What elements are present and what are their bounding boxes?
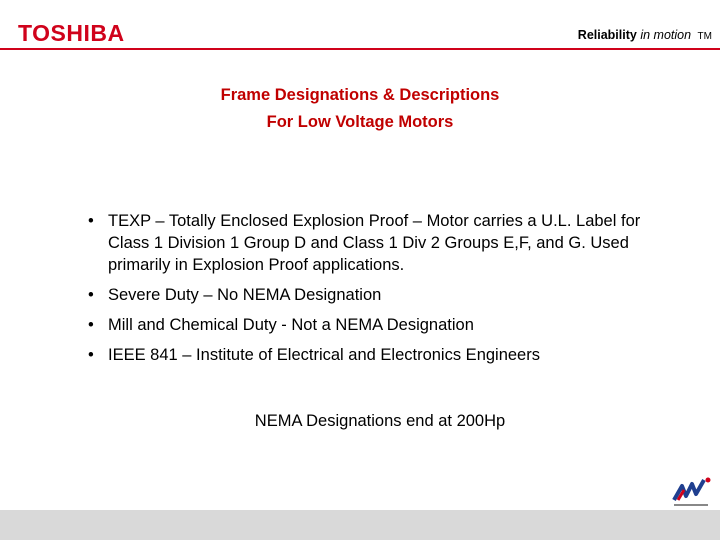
- tagline-italic: in motion: [640, 28, 692, 42]
- footer-bar: [0, 510, 720, 540]
- mm-logo-icon: [668, 474, 714, 510]
- slide-title-line1: Frame Designations & Descriptions: [220, 86, 500, 104]
- bullet-item: [88, 210, 668, 276]
- tagline: [578, 28, 712, 42]
- bullet-text: Severe Duty – No NEMA Designation: [108, 286, 382, 304]
- toshiba-logo: TOSHIBA: [18, 20, 125, 46]
- bullet-text: Mill and Chemical Duty - Not a NEMA Designation: [108, 316, 474, 334]
- bullet-item: [88, 284, 668, 306]
- bullet-text: IEEE 841 – Institute of Electrical and Electronics Engineers: [108, 346, 540, 364]
- slide-title-line2: For Low Voltage Motors: [266, 113, 454, 131]
- bullet-dot: •: [88, 316, 94, 334]
- bullet-text: TEXP – Totally Enclosed Explosion Proof – Motor carries a U.L. Label for Class 1 Division 1 Group D and Class 1 Div 2 Groups E,F, and G. Used primarily in Explosion Proof applications.: [108, 212, 641, 274]
- tagline-bold: Reliability: [577, 28, 637, 42]
- bullet-dot: •: [88, 346, 94, 364]
- header-divider: [0, 48, 720, 50]
- bullet-item: [88, 314, 668, 336]
- bullet-dot: •: [88, 212, 94, 230]
- bullet-dot: •: [88, 286, 94, 304]
- bullet-list: [88, 210, 668, 374]
- bullet-item: [88, 344, 668, 366]
- trademark-mark: TM: [697, 31, 712, 42]
- footnote-text: NEMA Designations end at 200Hp: [254, 412, 506, 430]
